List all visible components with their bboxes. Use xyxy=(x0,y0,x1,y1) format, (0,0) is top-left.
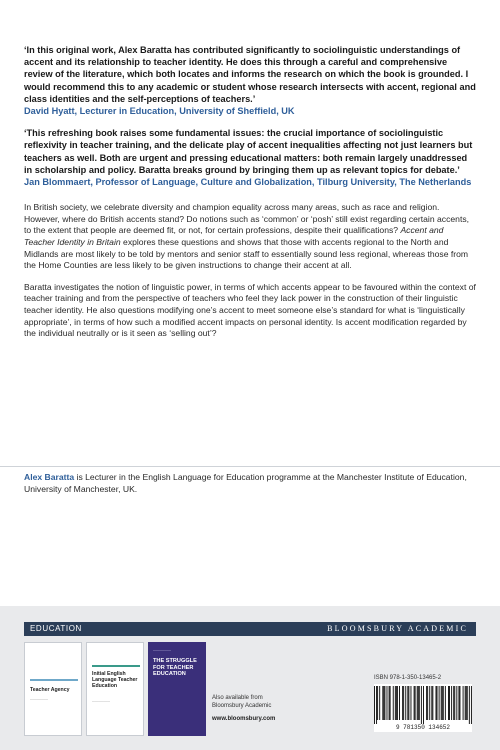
barcode xyxy=(374,684,472,724)
cover-small-print: ──────── xyxy=(92,699,111,703)
cover-accent-bar xyxy=(30,679,78,681)
related-book-cover-1[interactable] xyxy=(24,642,82,736)
author-name: Alex Baratta xyxy=(24,472,75,482)
barcode-bar xyxy=(453,686,454,720)
barcode-bar xyxy=(393,686,394,720)
barcode-bar xyxy=(383,686,384,720)
barcode-bar xyxy=(439,686,440,720)
barcode-bar xyxy=(396,686,397,720)
text-column xyxy=(24,44,476,350)
barcode-bar xyxy=(415,686,416,720)
barcode-bar xyxy=(376,686,377,724)
isbn-label: ISBN 978-1-350-13465-2 xyxy=(374,675,442,681)
divider xyxy=(0,466,500,467)
also-available-line: Also available from xyxy=(212,695,263,701)
barcode-bar xyxy=(429,686,430,720)
related-book-title-1: Teacher Agency xyxy=(30,687,70,693)
barcode-bar xyxy=(384,686,385,720)
description-p1-end: explores these questions and shows that those with accents regional to the North and Midlands are most likely to be told by mentors and senior staff to essentially sound less regional, whereas those from the Home Counties are less likely to be given instructions to change their accent at all. xyxy=(24,237,469,271)
also-available-publisher: Bloomsbury Academic xyxy=(212,703,272,709)
barcode-bar xyxy=(427,686,428,720)
publisher-website[interactable]: www.bloomsbury.com xyxy=(212,716,276,722)
barcode-bar xyxy=(466,686,467,720)
barcode-bar xyxy=(421,686,422,724)
description-paragraph-1 xyxy=(24,202,476,272)
barcode-bar xyxy=(410,686,411,720)
barcode-bar xyxy=(377,686,378,720)
related-book-cover-2[interactable] xyxy=(86,642,144,736)
book-title-italic: Accent and Teacher Identity in Britain xyxy=(24,225,444,248)
barcode-bar xyxy=(451,686,452,720)
cover-small-print: ──────── xyxy=(153,648,172,652)
barcode-bar xyxy=(395,686,396,720)
barcode-bar xyxy=(399,686,400,720)
barcode-bar xyxy=(418,686,419,720)
barcode-bar xyxy=(467,686,468,720)
barcode-bar xyxy=(389,686,390,720)
cover-small-print: ──────── xyxy=(30,697,49,701)
barcode-bar xyxy=(374,686,375,724)
author-bio-text: is Lecturer in the English Language for Education programme at the Manchester Institute of Education, University of Manchester, UK. xyxy=(24,472,467,494)
barcode-bar xyxy=(402,686,403,720)
barcode-bar xyxy=(436,686,437,720)
related-book-cover-3[interactable] xyxy=(148,642,206,736)
category-strip xyxy=(24,622,476,636)
related-book-title-2: Initial English Language Teacher Education xyxy=(92,671,138,690)
barcode-graphic xyxy=(374,684,472,724)
barcode-bar xyxy=(469,686,470,724)
barcode-bar xyxy=(382,686,383,720)
also-available-text xyxy=(212,694,271,710)
barcode-bar xyxy=(423,686,424,724)
description-p1-start: In British society, we celebrate diversity and champion equality across many areas, such as race and religion. However, where do British accents stand? Do notions such as ‘common’ or ‘posh’ still exist regarding certain accents, to the extent that people are deemed fit, or not, for certain professions, despite their qualifications? xyxy=(24,202,470,236)
related-book-title-3: THE STRUGGLE FOR TEACHER EDUCATION xyxy=(153,658,197,678)
endorsement-quote-1: ‘In this original work, Alex Baratta has contributed significantly to sociolinguistic understandings of accent and its relationship to teacher identity. He does this through a careful and comprehensive review of the literature, which both locates and informs the research on which the book is grounded. I would recommend this to any academic or student whose research intersects with accent, regional and class identities and the self-perceptions of teachers.’ xyxy=(24,45,476,104)
barcode-bar xyxy=(442,686,443,720)
barcode-bar xyxy=(463,686,464,720)
barcode-bar xyxy=(454,686,455,720)
barcode-bar xyxy=(443,686,444,720)
description-paragraph-2: Baratta investigates the notion of linguistic power, in terms of which accents appear to be favoured within the context of teacher training and from the perspective of teachers who feel they lack power in the construction of their linguistic teacher identity. He also questions modifying one’s accent to meet someone else’s standard for what is ‘linguistically appropriate’, in terms of how such a modified accent impacts on personal identity. Is accent modification regarded by the individual neutrally or is it seen as ‘selling out’? xyxy=(24,281,476,339)
barcode-bar xyxy=(465,686,466,720)
barcode-bar xyxy=(458,686,459,720)
barcode-bar xyxy=(419,686,420,720)
barcode-bar xyxy=(403,686,404,720)
barcode-bar xyxy=(414,686,415,720)
barcode-bar xyxy=(379,686,380,720)
barcode-bar xyxy=(387,686,388,720)
endorsement-attribution-2: Jan Blommaert, Professor of Language, Culture and Globalization, Tilburg University, The Netherlands xyxy=(24,177,472,188)
barcode-bar xyxy=(432,686,433,720)
barcode-bar xyxy=(471,686,472,724)
barcode-bar xyxy=(431,686,432,720)
author-bio xyxy=(24,472,476,495)
barcode-digits: 9 781350 134652 xyxy=(374,724,472,732)
endorsement-quote-2: ‘This refreshing book raises some fundamental issues: the crucial importance of sociolinguistic reflexivity in teacher training, and the delicate play of accent inequalities affecting not just learners but teachers as well. Both are urgent and pressing educational matters: both remain largely unaddressed in scholarship and policy. Baratta breaks ground by bringing them up as relevant topics for debate.’ xyxy=(24,128,473,175)
barcode-bar xyxy=(437,686,438,720)
barcode-bar xyxy=(449,686,450,720)
barcode-bar xyxy=(417,686,418,720)
barcode-bar xyxy=(426,686,427,720)
barcode-bar xyxy=(397,686,398,720)
barcode-bar xyxy=(408,686,409,720)
barcode-bar xyxy=(441,686,442,720)
barcode-bar xyxy=(459,686,460,720)
cover-accent-bar xyxy=(92,665,140,667)
barcode-bar xyxy=(445,686,446,720)
barcode-bar xyxy=(405,686,406,720)
barcode-bar xyxy=(448,686,449,720)
publisher-wordmark: BLOOMSBURY ACADEMIC xyxy=(327,624,468,633)
barcode-bar xyxy=(456,686,457,720)
barcode-bar xyxy=(390,686,391,720)
barcode-bar xyxy=(407,686,408,720)
endorsement-attribution-1: David Hyatt, Lecturer in Education, University of Sheffield, UK xyxy=(24,106,295,117)
category-label: EDUCATION xyxy=(30,624,82,633)
